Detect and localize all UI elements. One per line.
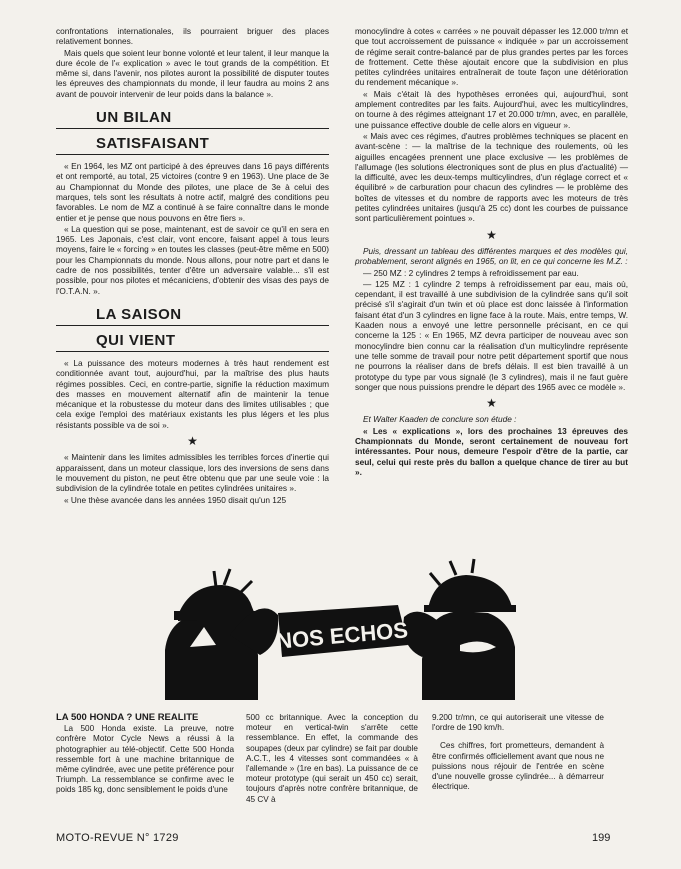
heading-line: QUI VIENT (96, 331, 176, 349)
italic-intro: Puis, dressant un tableau des différentes marques et des modèles qui, probablement, seront alignés en 1965, on lit, en ce qui concerne les M.Z. : (355, 245, 628, 267)
paragraph: « En 1964, les MZ ont participé à des épreuves dans 16 pays différents et ont remporté, au total, 25 victoires (contre 9 en 1963). Une place de 3e au Championnat du Monde des pilotes, une place de 3e à celui des marques, tels sont les résultats à notre actif, malgré des conditions peu favorables. Le nom de MZ a continué à se faire connaître dans le monde entier et je pense que nous pouvons en être fiers ». (56, 161, 329, 223)
right-column (355, 26, 628, 478)
paragraph: « Maintenir dans les limites admissibles les terribles forces d'inertie qui apparaissent, dans un moteur classique, lors des inversions de sens dans le mouvement du piston, ne peut être obtenu que par une seule voie : la subdivision de la cylindrée totale en petites cylindrées unitaires ». (56, 452, 329, 494)
paragraph: confrontations internationales, ils pourraient briguer des places relativement bonnes. (56, 26, 329, 47)
paragraph: La 500 Honda existe. La preuve, notre confrère Motor Cycle News a réussi à la photographier au télé-objectif. Cette 500 Honda ressemble fort à une machine britannique de même cylindrée, avec une petite préférence pour Triumph. La ressemblance se confirme avec le poids 185 kg, donc sensiblement le poids d'une (56, 724, 234, 795)
paragraph: « Une thèse avancée dans les années 1950 disait qu'un 125 (64, 494, 287, 505)
divider (56, 325, 329, 326)
paragraph: — 125 MZ : 1 cylindre 2 temps à refroidissement par eau, mais où, cependant, il est travaillé à une subdivision de la cylindrée sans qu'il soit précisé s'il s'agirait d'un twin et où place est donc laissée à l'information faisant état d'un 3 cylindres en ligne face à la route. Mais, entre temps, W. Kaaden nous a envoyé une lettre personnelle précisant, en ce qui concerne la 125 : « En 1965, MZ devra participer de nouveau avec son monocylindre bien connu car la réalisation d'un multicylindre représente une telle somme de travail pour notre petit département sportif que nous ne pourrons la réaliser dans de brefs délais. Il est bien travaillé à un prototype du type par vous signalé (le 3 cylindres), mais il ne faut guère songer que nous puissions prendre le départ des 1965 avec ce modèle ». (355, 278, 628, 392)
divider (56, 128, 329, 129)
paragraph: « Mais c'était là des hypothèses erronées qui, aujourd'hui, sont amplement contredites par les faits. Aujourd'hui, avec les multicylindres, on tourne à des régimes atteignant 17 et 20.000 tr/mn, avec, en parallèle, une puissance effective double de celle alors en vigueur ». (355, 88, 628, 130)
banner-title-badge (275, 605, 409, 657)
star-separator: ★ (486, 396, 497, 411)
paragraph: — 250 MZ : 2 cylindres 2 temps à refroidissement par eau. (363, 267, 579, 278)
left-figure-illustration (165, 569, 278, 700)
paragraph: Ces chiffres, fort prometteurs, demandent à être confirmés officiellement avant que nous ne puissions nous réjouir de l'entrée en scène d'une nouvelle grosse cylindrée... à démarreur électrique. (432, 741, 604, 792)
magazine-issue-footer: MOTO-REVUE N° 1729 (56, 832, 179, 844)
heading-line: SATISFAISANT (96, 135, 210, 153)
paragraph: « Mais avec ces régimes, d'autres problèmes techniques se placent en avant-scène : — la maîtrise de la technique des roulements, où les aiguilles encagées prennent une place exclusive — les problèmes de l'allumage (les solutions électroniques sont de plus en plus d'actualité) — la difficulté, avec les deux-temps multicylindres, d'un réglage correct et « équilibré » de carburation pour chacun des cylindres — le problème des boîtes de vitesses et du nombre de rapports avec les moteurs de très petites cylindrées unitaires (jusqu'à 25 cc) dont les courbes de puissance sont particulièrement pointues ». (355, 130, 628, 224)
banner-title: NOS ECHOS (275, 617, 409, 654)
paragraph: « La question qui se pose, maintenant, est de savoir ce qu'il en sera en 1965. Les Japonais, c'est clair, vont encore, faisant appel à tous leurs moyens, faire le « forcing » en toutes les classes (peut-être même en 500) pour les Championnats du monde. Nous allons, pour notre part et dans le cadre de nos possibilités, tenter d'être un adversaire valable... s'il est possible, pour nos pilotes et mécaniciens, d'obtenir des visas des pays de l'O.T.A.N. ». (56, 223, 330, 296)
right-figure-illustration (403, 559, 516, 700)
paragraph: 9.200 tr/mn, ce qui autoriserait une vitesse de l'ordre de 190 km/h. (432, 713, 604, 733)
heading-line: UN BILAN (96, 109, 172, 127)
closing-paragraph: « Les « explications », lors des prochaines 13 épreuves des Championnats du Monde, seront certainement de nouveau fort intéressantes. Pour nous, demeure l'espoir d'être de la partie, car seul, celui qui reste près du ballon a quelque chance de tirer au but ». (355, 425, 628, 477)
bottom-column-1 (56, 713, 234, 796)
paragraph: 500 cc britannique. Avec la conception du moteur en vertical-twin s'arrête cette ressemblance. En effet, la commande des soupapes (deux par cylindre) se fait par double A.C.T., les 4 vitesses sont commandées « à l'allemande » (1re en bas). La puissance de ce moteur prototype (qui serait un 450 cc) serait, toujours d'après notre confrère britannique, de 45 CV à (246, 713, 418, 804)
star-separator: ★ (486, 227, 497, 242)
star-separator: ★ (187, 434, 198, 449)
divider (56, 351, 329, 352)
heading-line: LA SAISON (96, 305, 182, 323)
closing-intro: Et Walter Kaaden de conclure son étude : (363, 414, 517, 425)
paragraph: « La puissance des moteurs modernes à très haut rendement est conditionnée avant tout, aujourd'hui, par la maîtrise des plus hauts régimes possibles. Ceci, en contre-partie, signifie la réduction maximum des masses en mouvement alternatif afin de maintenir la tenue mécanique et la robustesse du moteur dans des limites utilisables ; que cela exige l'emploi des matériaux existants les plus légers et les plus résistants possible va de soi ». (56, 357, 329, 430)
news-headline: LA 500 HONDA ? UNE REALITE (56, 712, 199, 723)
paragraph: monocylindre à cotes « carrées » ne pouvait dépasser les 12.000 tr/mn et que tout accroissement de puissance « indiquée » par un accroissement de régime serait contre-balancé par de plus grandes pertes par les forces de frottement. Cette thèse ajoutait encore que la subdivision en plus petites cylindrées unitaires entraînerait de toute façon une détérioration du rendement mécanique ». (355, 26, 628, 88)
left-column (56, 26, 329, 506)
section-heading-bilan (56, 109, 329, 155)
nos-echos-banner (160, 555, 520, 700)
bottom-column-3 (432, 713, 604, 792)
bottom-column-2 (246, 713, 418, 805)
page-number: 199 (592, 832, 611, 844)
paragraph: Mais quels que soient leur bonne volonté et leur talent, il leur manque la dure école de l'« explication » avec le tout grands de la compétition. Et même si, dans l'avenir, nos pilotes auront la possibilité de disputer toutes les épreuves des championnats du monde, il leur faudra au moins 2 ans avant de pouvoir intervenir de leur poids dans la balance ». (56, 47, 329, 99)
section-heading-saison (56, 306, 329, 352)
divider (56, 154, 329, 155)
